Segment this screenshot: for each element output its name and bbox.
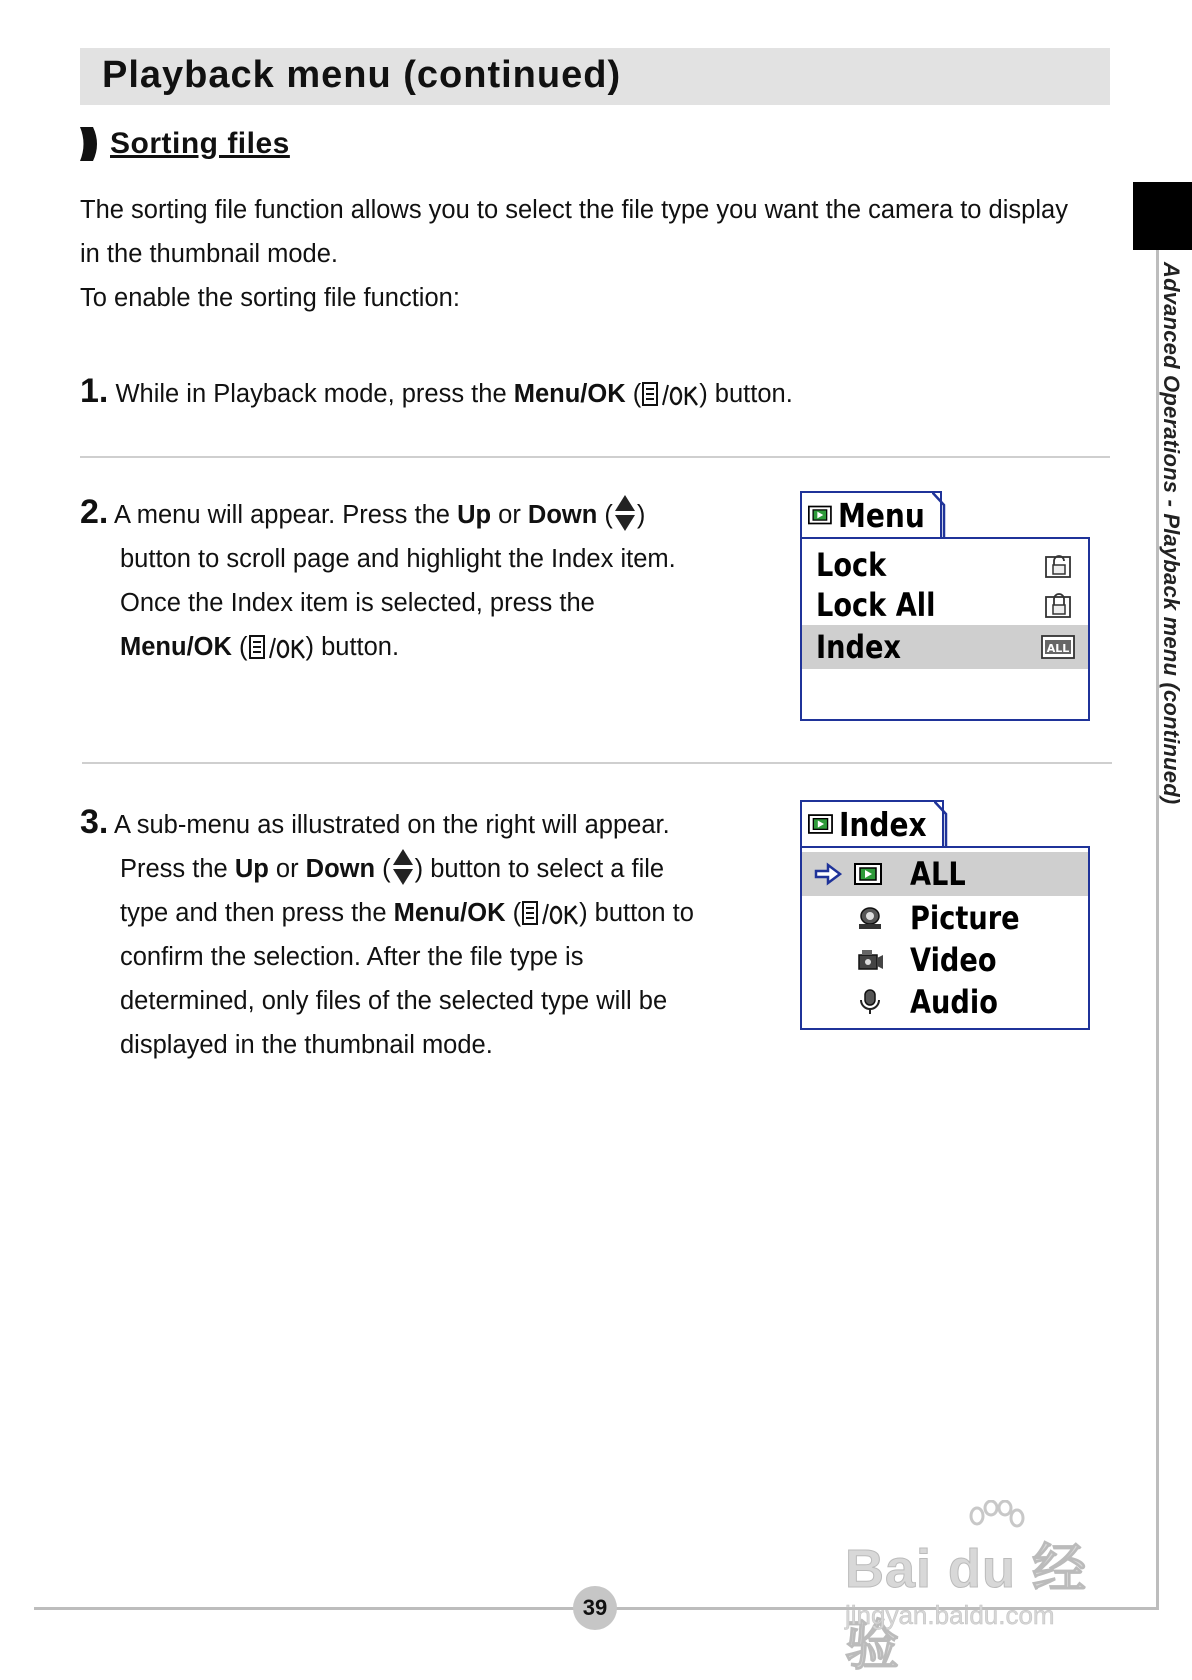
menu-ok-label: Menu/OK bbox=[393, 899, 506, 927]
up-label: Up bbox=[457, 501, 492, 529]
step-text: confirm the selection. After the file type is bbox=[120, 943, 584, 971]
step-text: Once the Index item is selected, press the bbox=[120, 589, 595, 617]
step-text: ) button to select a file bbox=[414, 855, 665, 883]
menu-item-lock-all[interactable] bbox=[802, 583, 1088, 627]
section-heading-text: Sorting files bbox=[110, 127, 290, 160]
step-text: A sub-menu as illustrated on the right will appear. bbox=[108, 811, 670, 839]
index-item-all[interactable] bbox=[802, 852, 1088, 896]
svg-text:ALL: ALL bbox=[1046, 642, 1070, 655]
chapter-tab-marker bbox=[1133, 182, 1192, 250]
step-number: 2. bbox=[80, 493, 109, 531]
video-icon bbox=[856, 947, 884, 973]
step-text: ( bbox=[231, 633, 248, 661]
divider bbox=[80, 456, 1110, 458]
microphone-icon bbox=[856, 989, 884, 1015]
index-item-label: Video bbox=[910, 941, 997, 979]
step-text-line bbox=[80, 891, 780, 935]
menu-ok-icon bbox=[521, 900, 579, 926]
index-item-video[interactable] bbox=[802, 938, 1088, 982]
index-item-label: Picture bbox=[910, 899, 1020, 937]
step-text: displayed in the thumbnail mode. bbox=[120, 1031, 493, 1059]
step-text-line bbox=[80, 625, 760, 669]
menu-item-label: Index bbox=[816, 628, 901, 666]
index-item-picture[interactable] bbox=[802, 896, 1088, 940]
playback-icon bbox=[808, 811, 833, 837]
index-item-audio[interactable] bbox=[802, 980, 1088, 1024]
menu-screen bbox=[800, 491, 1090, 721]
step-text: ( bbox=[597, 501, 613, 529]
step-1 bbox=[80, 372, 793, 411]
arrow-right-icon bbox=[814, 862, 842, 886]
page-number: 39 bbox=[573, 1586, 617, 1630]
tab-edge bbox=[934, 800, 948, 846]
step-text: A menu will appear. Press the bbox=[108, 501, 458, 529]
index-item-label: Audio bbox=[910, 983, 998, 1021]
step-text: ) button. bbox=[699, 380, 793, 408]
menu-ok-label: Menu/OK bbox=[120, 633, 232, 661]
watermark bbox=[845, 1500, 1115, 1676]
index-panel bbox=[800, 846, 1090, 1030]
section-heading bbox=[80, 124, 290, 164]
menu-ok-icon bbox=[248, 634, 306, 660]
chapter-side-title: Advanced Operations - Playback menu (continued) bbox=[1159, 262, 1184, 805]
step-text: ( bbox=[505, 899, 522, 927]
watermark-brand: Bai du 经验 bbox=[845, 1539, 1088, 1676]
index-tab bbox=[800, 800, 944, 846]
menu-ok-icon bbox=[641, 381, 699, 407]
lock-all-icon bbox=[1044, 591, 1074, 619]
step-number: 3. bbox=[80, 803, 109, 841]
menu-ok-label: Menu/OK bbox=[513, 380, 626, 408]
menu-panel bbox=[800, 537, 1090, 721]
index-tab-title: Index bbox=[838, 804, 927, 844]
step-number: 1. bbox=[80, 372, 109, 410]
down-label: Down bbox=[527, 501, 598, 529]
menu-item-lock[interactable] bbox=[802, 543, 1088, 587]
step-text: button to scroll page and highlight the Index item. bbox=[120, 545, 676, 573]
step-text: or bbox=[268, 855, 306, 883]
step-text: ) bbox=[636, 501, 646, 529]
step-text: ) button. bbox=[305, 633, 400, 661]
step-text: or bbox=[491, 501, 528, 529]
index-item-label: ALL bbox=[910, 855, 966, 893]
step-3 bbox=[80, 800, 780, 1067]
tab-edge bbox=[932, 491, 946, 537]
step-text: determined, only files of the selected type will be bbox=[120, 987, 668, 1015]
divider bbox=[82, 762, 1112, 764]
step-text: type and then press the bbox=[120, 899, 394, 927]
page-title: Playback menu (continued) bbox=[102, 54, 622, 96]
playback-icon bbox=[808, 502, 832, 528]
step-2 bbox=[80, 490, 760, 669]
up-label: Up bbox=[234, 855, 269, 883]
step-text: Press the bbox=[120, 855, 235, 883]
watermark-url: jingyan.baidu.com bbox=[845, 1600, 1055, 1630]
step-text-line bbox=[80, 847, 780, 891]
intro-instruction: To enable the sorting file function: bbox=[80, 284, 460, 312]
down-label: Down bbox=[305, 855, 376, 883]
step-text: ( bbox=[625, 380, 642, 408]
intro-text bbox=[80, 188, 1080, 320]
intro-paragraph: The sorting file function allows you to select the file type you want the camera to display in the thumbnail mode. bbox=[80, 196, 1068, 268]
lock-icon bbox=[1044, 551, 1074, 579]
all-icon bbox=[1040, 633, 1076, 661]
up-down-icon bbox=[391, 847, 415, 887]
step-text: While in Playback mode, press the bbox=[108, 380, 514, 408]
step-text: ) button to bbox=[579, 899, 694, 927]
up-down-icon bbox=[613, 493, 637, 533]
menu-item-index[interactable] bbox=[802, 625, 1088, 669]
section-marker-icon bbox=[80, 127, 101, 161]
menu-item-label: Lock All bbox=[816, 586, 936, 624]
index-screen bbox=[800, 800, 1090, 1032]
menu-tab-title: Menu bbox=[837, 495, 925, 535]
menu-item-label: Lock bbox=[816, 546, 887, 584]
step-text: ( bbox=[375, 855, 391, 883]
picture-icon bbox=[856, 905, 884, 931]
playback-icon bbox=[854, 861, 882, 887]
title-bar bbox=[80, 48, 1110, 105]
menu-tab bbox=[800, 491, 942, 537]
